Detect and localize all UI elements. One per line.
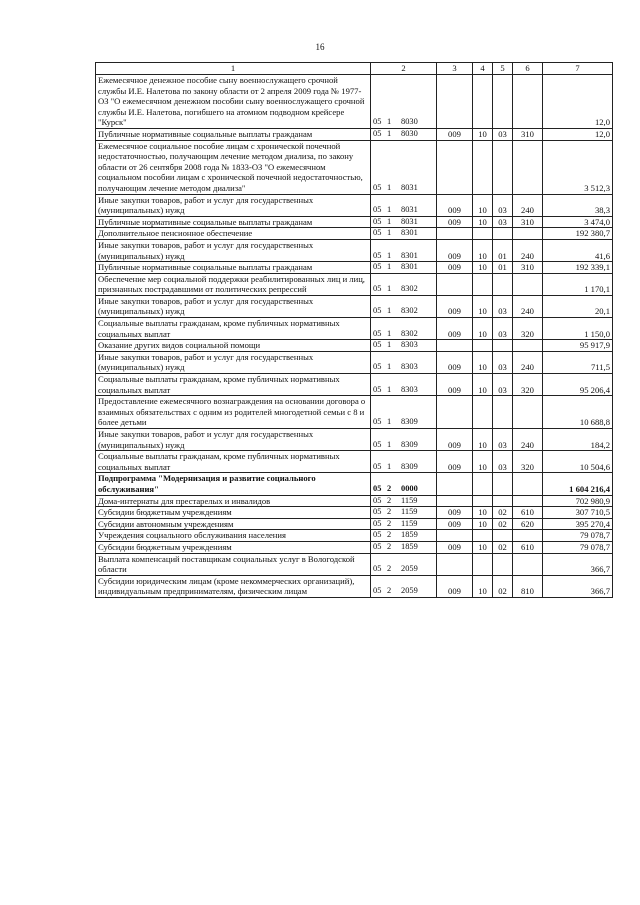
row-code (371, 374, 437, 396)
row-col-5 (493, 495, 513, 507)
row-col-6 (513, 340, 543, 352)
row-name: Предоставление ежемесячного вознаграждения на основании договора о взаимных обязательствах с одним из родителей многодетной семьи с 8 и более детьми (96, 396, 371, 429)
row-col-4: 10 (473, 239, 493, 261)
row-code (371, 295, 437, 317)
row-amount: 10 504,6 (543, 451, 613, 473)
row-col-4: 10 (473, 194, 493, 216)
budget-table (95, 62, 613, 598)
row-col-4 (473, 473, 493, 495)
row-name: Ежемесячное денежное пособие сыну военнослужащего срочной службы И.Е. Налетова по закону области от 2 апреля 2009 года № 1977-ОЗ "О ежемесячном денежном пособии сыну военнослужащего срочной службы И.Е. Налетова, погибшего на атомном подводном крейсере "Курск" (96, 75, 371, 129)
row-code (371, 429, 437, 451)
row-col-6 (513, 495, 543, 507)
row-col-4: 10 (473, 451, 493, 473)
code-part-2: 1 (387, 340, 392, 350)
table-row (96, 228, 613, 240)
code-part-2: 1 (387, 262, 392, 272)
row-col-3: 009 (437, 318, 473, 340)
row-col-3: 009 (437, 541, 473, 553)
code-part-3: 8303 (401, 340, 418, 350)
row-amount: 20,1 (543, 295, 613, 317)
code-part-1: 05 (373, 328, 382, 338)
table-row (96, 318, 613, 340)
code-part-3: 8301 (401, 228, 418, 238)
code-part-2: 2 (387, 541, 392, 551)
row-col-4: 10 (473, 575, 493, 597)
row-amount: 307 710,5 (543, 507, 613, 519)
row-amount: 1 170,1 (543, 273, 613, 295)
table-row (96, 396, 613, 429)
row-code (371, 273, 437, 295)
code-part-3: 8303 (401, 362, 418, 372)
table-row (96, 351, 613, 373)
row-col-6: 240 (513, 194, 543, 216)
row-col-6: 310 (513, 262, 543, 274)
code-part-2: 2 (387, 564, 392, 574)
code-part-3: 8302 (401, 328, 418, 338)
row-col-3: 009 (437, 128, 473, 140)
table-row (96, 530, 613, 542)
row-amount: 79 078,7 (543, 541, 613, 553)
code-part-1: 05 (373, 128, 382, 138)
table-header-row (96, 63, 613, 75)
row-code (371, 507, 437, 519)
code-part-1: 05 (373, 205, 382, 215)
row-amount: 711,5 (543, 351, 613, 373)
table-row (96, 340, 613, 352)
code-part-2: 2 (387, 495, 392, 505)
row-col-6: 240 (513, 239, 543, 261)
code-part-1: 05 (373, 483, 382, 493)
row-code (371, 575, 437, 597)
row-name: Подпрограмма "Модернизация и развитие социального обслуживания" (96, 473, 371, 495)
row-col-6: 240 (513, 295, 543, 317)
row-col-6 (513, 396, 543, 429)
row-amount: 3 474,0 (543, 216, 613, 228)
code-part-1: 05 (373, 495, 382, 505)
row-col-4 (473, 530, 493, 542)
code-part-2: 1 (387, 205, 392, 215)
code-part-1: 05 (373, 518, 382, 528)
code-part-3: 8030 (401, 117, 418, 127)
row-code (371, 194, 437, 216)
row-col-4: 10 (473, 429, 493, 451)
table-row (96, 495, 613, 507)
row-code (371, 140, 437, 194)
row-col-6: 320 (513, 451, 543, 473)
row-col-3 (437, 75, 473, 129)
row-code (371, 216, 437, 228)
row-col-4 (473, 495, 493, 507)
row-col-4 (473, 273, 493, 295)
row-amount: 192 339,1 (543, 262, 613, 274)
row-col-5: 02 (493, 507, 513, 519)
row-col-6 (513, 553, 543, 575)
row-col-4: 10 (473, 295, 493, 317)
row-col-5: 01 (493, 239, 513, 261)
row-col-4 (473, 228, 493, 240)
row-amount: 702 980,9 (543, 495, 613, 507)
code-part-1: 05 (373, 439, 382, 449)
code-part-1: 05 (373, 586, 382, 596)
row-col-6: 240 (513, 429, 543, 451)
row-name: Субсидии бюджетным учреждениям (96, 541, 371, 553)
row-col-5 (493, 75, 513, 129)
row-col-3 (437, 396, 473, 429)
code-part-2: 2 (387, 507, 392, 517)
row-name: Иные закупки товаров, работ и услуг для государственных (муниципальных) нужд (96, 239, 371, 261)
code-part-2: 1 (387, 117, 392, 127)
row-code (371, 128, 437, 140)
code-part-1: 05 (373, 117, 382, 127)
row-col-5 (493, 273, 513, 295)
code-part-3: 8309 (401, 461, 418, 471)
row-amount: 1 604 216,4 (543, 473, 613, 495)
row-col-6: 310 (513, 128, 543, 140)
table-row (96, 451, 613, 473)
header-col-3: 3 (437, 63, 473, 75)
row-code (371, 239, 437, 261)
row-name: Выплата компенсаций поставщикам социальных услуг в Вологодской области (96, 553, 371, 575)
row-code (371, 340, 437, 352)
row-col-4: 10 (473, 518, 493, 530)
table-row (96, 239, 613, 261)
row-col-4 (473, 75, 493, 129)
row-amount: 366,7 (543, 553, 613, 575)
code-part-2: 1 (387, 306, 392, 316)
row-col-3 (437, 473, 473, 495)
row-name: Обеспечение мер социальной поддержки реабилитированных лиц и лиц, признанных пострадавшими от политических репрессий (96, 273, 371, 295)
row-col-5: 02 (493, 518, 513, 530)
code-part-3: 8303 (401, 384, 418, 394)
table-row (96, 273, 613, 295)
row-amount: 95 917,9 (543, 340, 613, 352)
code-part-1: 05 (373, 461, 382, 471)
row-col-3: 009 (437, 429, 473, 451)
code-part-2: 1 (387, 216, 392, 226)
row-col-4: 10 (473, 318, 493, 340)
row-col-6 (513, 228, 543, 240)
row-col-6: 240 (513, 351, 543, 373)
row-amount: 12,0 (543, 75, 613, 129)
code-part-2: 2 (387, 483, 392, 493)
row-name: Субсидии автономным учреждениям (96, 518, 371, 530)
row-col-3: 009 (437, 374, 473, 396)
page-number: 16 (315, 42, 325, 52)
table-row (96, 518, 613, 530)
row-amount: 12,0 (543, 128, 613, 140)
code-part-1: 05 (373, 284, 382, 294)
row-col-4: 10 (473, 507, 493, 519)
row-col-3 (437, 140, 473, 194)
row-name: Иные закупки товаров, работ и услуг для государственных (муниципальных) нужд (96, 351, 371, 373)
row-amount: 95 206,4 (543, 374, 613, 396)
row-name: Иные закупки товаров, работ и услуг для государственных (муниципальных) нужд (96, 194, 371, 216)
row-col-4 (473, 396, 493, 429)
row-col-3 (437, 340, 473, 352)
row-code (371, 473, 437, 495)
row-amount: 366,7 (543, 575, 613, 597)
row-col-4 (473, 140, 493, 194)
row-name: Социальные выплаты гражданам, кроме публичных нормативных социальных выплат (96, 451, 371, 473)
code-part-1: 05 (373, 306, 382, 316)
code-part-3: 8031 (401, 182, 418, 192)
code-part-3: 8031 (401, 216, 418, 226)
row-col-5 (493, 228, 513, 240)
row-amount: 10 688,8 (543, 396, 613, 429)
code-part-2: 1 (387, 284, 392, 294)
row-amount: 38,3 (543, 194, 613, 216)
row-code (371, 262, 437, 274)
code-part-3: 0000 (401, 483, 418, 493)
code-part-1: 05 (373, 250, 382, 260)
table-row (96, 262, 613, 274)
row-col-4: 10 (473, 541, 493, 553)
code-part-3: 1159 (401, 507, 418, 517)
code-part-3: 2059 (401, 564, 418, 574)
row-col-3 (437, 495, 473, 507)
row-col-3: 009 (437, 216, 473, 228)
row-col-3: 009 (437, 575, 473, 597)
code-part-1: 05 (373, 216, 382, 226)
code-part-2: 1 (387, 128, 392, 138)
row-name: Ежемесячное социальное пособие лицам с хронической почечной недостаточностью, получающим лечение методом диализа, по закону области от 26 сентября 2008 года № 1833-ОЗ "О ежемесячном социальном пособии лицам с хронической почечной недостаточностью, получающим лечение методом диализа" (96, 140, 371, 194)
row-col-3: 009 (437, 239, 473, 261)
row-col-5: 03 (493, 451, 513, 473)
row-name: Публичные нормативные социальные выплаты гражданам (96, 128, 371, 140)
table-row (96, 216, 613, 228)
row-amount: 79 078,7 (543, 530, 613, 542)
header-col-6: 6 (513, 63, 543, 75)
row-col-5: 03 (493, 216, 513, 228)
code-part-1: 05 (373, 384, 382, 394)
row-col-4 (473, 340, 493, 352)
row-name: Иные закупки товаров, работ и услуг для государственных (муниципальных) нужд (96, 429, 371, 451)
table-row (96, 553, 613, 575)
header-col-7: 7 (543, 63, 613, 75)
row-col-6 (513, 273, 543, 295)
row-col-6 (513, 473, 543, 495)
row-col-3 (437, 553, 473, 575)
row-amount: 395 270,4 (543, 518, 613, 530)
table-row (96, 295, 613, 317)
row-col-6 (513, 140, 543, 194)
row-col-3: 009 (437, 451, 473, 473)
table-row (96, 140, 613, 194)
row-col-5 (493, 473, 513, 495)
row-col-3 (437, 228, 473, 240)
header-col-4: 4 (473, 63, 493, 75)
code-part-3: 8030 (401, 128, 418, 138)
row-col-6: 620 (513, 518, 543, 530)
row-code (371, 318, 437, 340)
code-part-2: 1 (387, 417, 392, 427)
code-part-2: 1 (387, 439, 392, 449)
row-name: Субсидии юридическим лицам (кроме некоммерческих организаций), индивидуальным предпринимателям, физическим лицам (96, 575, 371, 597)
code-part-3: 8302 (401, 284, 418, 294)
row-col-3: 009 (437, 507, 473, 519)
row-col-3: 009 (437, 351, 473, 373)
row-amount: 192 380,7 (543, 228, 613, 240)
row-amount: 3 512,3 (543, 140, 613, 194)
row-col-5: 03 (493, 351, 513, 373)
code-part-3: 8302 (401, 306, 418, 316)
row-name: Дома-интернаты для престарелых и инвалидов (96, 495, 371, 507)
row-amount: 1 150,0 (543, 318, 613, 340)
code-part-3: 1859 (401, 530, 418, 540)
row-col-4: 10 (473, 128, 493, 140)
code-part-3: 2059 (401, 586, 418, 596)
row-col-6 (513, 75, 543, 129)
code-part-3: 8301 (401, 262, 418, 272)
row-col-5 (493, 530, 513, 542)
row-col-6: 320 (513, 374, 543, 396)
row-col-3: 009 (437, 295, 473, 317)
row-amount: 41,6 (543, 239, 613, 261)
code-part-3: 1859 (401, 541, 418, 551)
row-name: Публичные нормативные социальные выплаты гражданам (96, 216, 371, 228)
row-code (371, 351, 437, 373)
code-part-2: 1 (387, 362, 392, 372)
row-col-3: 009 (437, 262, 473, 274)
row-name: Иные закупки товаров, работ и услуг для государственных (муниципальных) нужд (96, 295, 371, 317)
row-code (371, 518, 437, 530)
code-part-2: 1 (387, 461, 392, 471)
code-part-2: 1 (387, 228, 392, 238)
row-col-6: 810 (513, 575, 543, 597)
code-part-2: 2 (387, 518, 392, 528)
row-col-5: 02 (493, 575, 513, 597)
row-col-5: 02 (493, 541, 513, 553)
row-code (371, 530, 437, 542)
table-row (96, 575, 613, 597)
row-col-4: 10 (473, 216, 493, 228)
row-col-5: 03 (493, 128, 513, 140)
table-row (96, 128, 613, 140)
row-col-5 (493, 340, 513, 352)
row-col-4 (473, 553, 493, 575)
row-code (371, 75, 437, 129)
row-amount: 184,2 (543, 429, 613, 451)
row-col-4: 10 (473, 262, 493, 274)
row-col-5: 03 (493, 318, 513, 340)
row-col-5: 03 (493, 429, 513, 451)
code-part-3: 8309 (401, 439, 418, 449)
row-name: Субсидии бюджетным учреждениям (96, 507, 371, 519)
code-part-2: 1 (387, 328, 392, 338)
row-col-4: 10 (473, 351, 493, 373)
row-name: Социальные выплаты гражданам, кроме публичных нормативных социальных выплат (96, 374, 371, 396)
code-part-2: 1 (387, 182, 392, 192)
table-row (96, 429, 613, 451)
row-col-3 (437, 273, 473, 295)
code-part-3: 8031 (401, 205, 418, 215)
row-code (371, 228, 437, 240)
header-col-1: 1 (96, 63, 371, 75)
code-part-1: 05 (373, 228, 382, 238)
code-part-1: 05 (373, 530, 382, 540)
code-part-1: 05 (373, 182, 382, 192)
row-col-6 (513, 530, 543, 542)
row-col-4: 10 (473, 374, 493, 396)
code-part-1: 05 (373, 507, 382, 517)
row-code (371, 495, 437, 507)
table-row (96, 75, 613, 129)
code-part-3: 1159 (401, 518, 418, 528)
row-code (371, 451, 437, 473)
code-part-2: 2 (387, 530, 392, 540)
row-name: Оказание других видов социальной помощи (96, 340, 371, 352)
row-col-6: 610 (513, 507, 543, 519)
header-col-2: 2 (371, 63, 437, 75)
code-part-2: 1 (387, 384, 392, 394)
row-code (371, 396, 437, 429)
row-col-5: 03 (493, 295, 513, 317)
code-part-3: 8309 (401, 417, 418, 427)
code-part-1: 05 (373, 340, 382, 350)
table-row (96, 194, 613, 216)
table-row (96, 473, 613, 495)
row-col-5 (493, 553, 513, 575)
code-part-1: 05 (373, 541, 382, 551)
row-col-5: 03 (493, 194, 513, 216)
code-part-1: 05 (373, 564, 382, 574)
row-col-6: 310 (513, 216, 543, 228)
row-col-6: 320 (513, 318, 543, 340)
row-name: Учреждения социального обслуживания населения (96, 530, 371, 542)
row-code (371, 541, 437, 553)
row-col-5 (493, 140, 513, 194)
row-col-3 (437, 530, 473, 542)
row-name: Социальные выплаты гражданам, кроме публичных нормативных социальных выплат (96, 318, 371, 340)
row-col-6: 610 (513, 541, 543, 553)
table-row (96, 507, 613, 519)
row-name: Публичные нормативные социальные выплаты гражданам (96, 262, 371, 274)
code-part-1: 05 (373, 417, 382, 427)
header-col-5: 5 (493, 63, 513, 75)
row-code (371, 553, 437, 575)
code-part-2: 2 (387, 586, 392, 596)
code-part-1: 05 (373, 362, 382, 372)
row-name: Дополнительное пенсионное обеспечение (96, 228, 371, 240)
row-col-3: 009 (437, 518, 473, 530)
row-col-5 (493, 396, 513, 429)
row-col-5: 01 (493, 262, 513, 274)
table-row (96, 541, 613, 553)
code-part-2: 1 (387, 250, 392, 260)
row-col-5: 03 (493, 374, 513, 396)
table-row (96, 374, 613, 396)
row-col-3: 009 (437, 194, 473, 216)
code-part-3: 1159 (401, 495, 418, 505)
code-part-1: 05 (373, 262, 382, 272)
code-part-3: 8301 (401, 250, 418, 260)
